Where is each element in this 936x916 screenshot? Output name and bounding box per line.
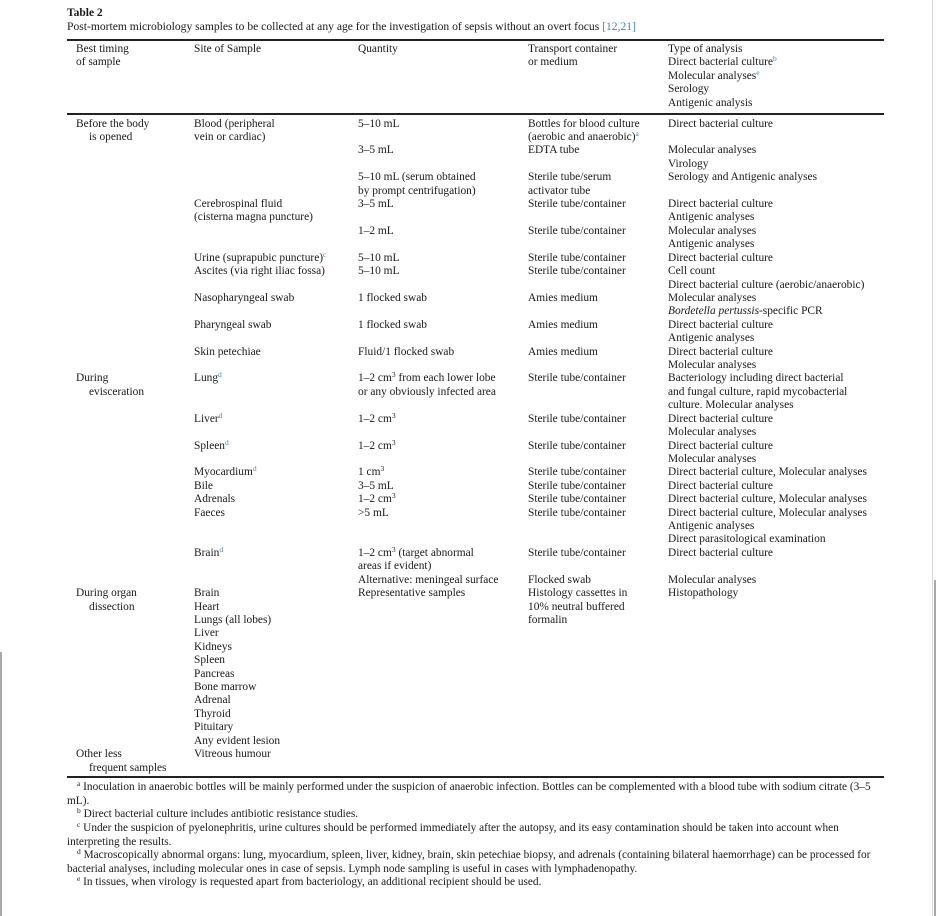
analysis-cell xyxy=(668,493,867,506)
quantity-line: >5 mL xyxy=(358,506,389,519)
transport-line: Sterile tube/container xyxy=(528,439,626,452)
quantity-cell xyxy=(358,493,396,506)
caption-citation-link[interactable]: [12,21] xyxy=(602,20,636,33)
site-line: Adrenals xyxy=(194,493,236,506)
analysis-line: Direct bacterial culture, Molecular analyses xyxy=(668,493,867,506)
site-line: Brain xyxy=(194,587,220,600)
analysis-cell xyxy=(668,252,773,265)
transport-cell xyxy=(528,507,626,520)
quantity-cell xyxy=(358,410,396,426)
header-timing xyxy=(76,43,129,70)
quantity-cell xyxy=(358,252,399,265)
quantity-line: by prompt centrifugation) xyxy=(358,184,476,197)
analysis-cell xyxy=(668,507,867,547)
quantity-cell xyxy=(358,372,496,399)
table-top-rule xyxy=(67,39,884,41)
footnote-text: Inoculation in anaerobic bottles will be mainly performed under the suspicion of anaerobic infection. Bottles can be complemented with a blood tube with sodium citrate (3–5 mL). xyxy=(67,781,871,807)
analysis-cell xyxy=(668,466,867,479)
quantity-line: 1 flocked swab xyxy=(358,318,427,331)
site-cell xyxy=(194,544,224,560)
analysis-line: Molecular analyses xyxy=(668,291,757,304)
cubic-superscript: 3 xyxy=(391,410,396,420)
header-analysis-line: Molecular analyses$^e$ xyxy=(668,67,760,82)
transport-cell xyxy=(528,265,626,278)
quantity-line: or any obviously infected area xyxy=(358,385,496,398)
transport-cell xyxy=(528,319,598,332)
analysis-line: Direct bacterial culture (aerobic/anaerobic) xyxy=(668,278,865,291)
quantity-line: Fluid/1 flocked swab xyxy=(358,345,455,358)
cubic-superscript: 3 xyxy=(391,437,396,447)
analysis-line: Virology xyxy=(668,157,709,170)
transport-line: activator tube xyxy=(528,184,591,197)
footnote-ref-d[interactable]: d xyxy=(225,437,229,447)
site-line: Brain$^d$ xyxy=(194,544,224,559)
footnote-mark: e xyxy=(77,874,81,883)
quantity-cell xyxy=(358,265,399,278)
site-cell xyxy=(194,587,280,748)
quantity-line: 1–2 $cm^3$ xyxy=(358,491,396,506)
site-cell xyxy=(194,292,294,305)
site-line: Pituitary xyxy=(194,721,234,734)
quantity-line: areas if evident) xyxy=(358,560,432,573)
transport-line: Bottles for blood culture xyxy=(528,117,640,130)
site-line: Spleen$^d$ xyxy=(194,437,229,452)
analysis-line: Antigenic analyses xyxy=(668,211,755,224)
analysis-line: Direct bacterial culture, Molecular analyses xyxy=(668,506,867,519)
analysis-line: Bacteriology including direct bacterial xyxy=(668,372,844,385)
transport-cell xyxy=(528,547,626,560)
transport-line: Sterile tube/container xyxy=(528,412,626,425)
quantity-cell xyxy=(358,198,394,211)
transport-line: Sterile tube/container xyxy=(528,479,626,492)
analysis-cell xyxy=(668,171,817,184)
quantity-line: 3–5 mL xyxy=(358,198,394,211)
footnote-b xyxy=(67,808,885,822)
transport-line: Flocked swab xyxy=(528,573,591,586)
cubic-superscript: 3 xyxy=(391,544,396,554)
header-quantity: Quantity xyxy=(358,43,398,55)
footnote-text: Under the suspicion of pyelonephritis, urine cultures should be performed immediately after the autopsy, and its easy contamination should be taken into account when interpreting the results. xyxy=(67,822,839,848)
analysis-cell xyxy=(668,587,738,600)
cubic-superscript: 3 xyxy=(380,464,385,474)
site-line: Bone marrow xyxy=(194,681,257,694)
quantity-line: 5–10 mL xyxy=(358,251,400,264)
site-line: Ascites (via right iliac fossa) xyxy=(194,265,325,278)
site-line: Lung$^d$ xyxy=(194,370,222,385)
site-cell xyxy=(194,265,325,278)
footnote-e xyxy=(67,876,885,890)
footnote-c xyxy=(67,822,885,849)
analysis-line: Direct bacterial culture xyxy=(668,412,773,425)
transport-line: (aerobic and anaerobic)$^a$ xyxy=(528,128,639,143)
quantity-line: 3–5 mL xyxy=(358,144,394,157)
transport-line: Sterile tube/serum xyxy=(528,171,612,184)
header-transport-line: Transport container xyxy=(528,43,618,55)
table-caption xyxy=(67,20,636,33)
analysis-line: Antigenic analyses xyxy=(668,520,755,533)
site-cell xyxy=(194,437,229,453)
transport-cell xyxy=(528,493,626,506)
timing-group xyxy=(76,748,167,775)
page-edge-left xyxy=(0,652,2,916)
analysis-cell xyxy=(668,413,773,440)
transport-line: Sterile tube/container xyxy=(528,546,626,559)
site-cell xyxy=(194,118,275,145)
analysis-line: Histopathology xyxy=(668,587,739,600)
site-line: Thyroid xyxy=(194,707,231,720)
site-line: Bile xyxy=(194,479,213,492)
transport-line: Amies medium xyxy=(528,345,598,358)
timing-group-line: frequent samples xyxy=(89,761,167,774)
analysis-line: Serology and Antigenic analyses xyxy=(668,171,817,184)
quantity-line: 5–10 mL xyxy=(358,117,400,130)
header-transport-line: or medium xyxy=(528,56,578,69)
analysis-line: Antigenic analyses xyxy=(668,238,755,251)
analysis-cell xyxy=(668,225,756,252)
site-line: Adrenal xyxy=(194,694,231,707)
timing-group xyxy=(76,587,137,614)
transport-cell xyxy=(528,171,611,198)
header-transport xyxy=(528,43,617,70)
site-line: Heart xyxy=(194,600,220,613)
header-analysis-line: Type of analysis xyxy=(668,43,743,55)
transport-line: formalin xyxy=(528,614,568,626)
footnote-ref-b[interactable]: b xyxy=(773,54,777,64)
quantity-line: 5–10 mL xyxy=(358,265,400,278)
caption-text: Post-mortem microbiology samples to be collected at any age for the investigation of sepsis without an overt focus xyxy=(67,20,600,33)
site-cell xyxy=(194,410,223,426)
analysis-cell xyxy=(668,292,823,319)
quantity-cell xyxy=(358,144,394,157)
footnote-mark: d xyxy=(77,847,81,856)
analysis-cell xyxy=(668,265,864,292)
quantity-cell xyxy=(358,544,499,587)
transport-cell xyxy=(528,252,626,265)
timing-group xyxy=(76,118,149,145)
site-line: (cisterna magna puncture) xyxy=(194,211,313,224)
timing-group-line: During organ xyxy=(76,587,137,600)
header-analysis xyxy=(668,43,777,110)
quantity-line: 1–2 $cm^3$ xyxy=(358,437,396,452)
analysis-cell xyxy=(668,144,756,171)
quantity-cell xyxy=(358,466,384,479)
transport-cell xyxy=(528,346,598,359)
analysis-line: and fungal culture, rapid mycobacterial xyxy=(668,385,848,398)
footnote-d xyxy=(67,849,885,876)
footnote-a xyxy=(67,781,885,808)
transport-cell xyxy=(528,118,640,145)
timing-group-line: Other less xyxy=(76,748,122,761)
analysis-cell xyxy=(668,118,773,131)
site-line: Myocardium$^d$ xyxy=(194,464,257,479)
footnote-ref-a[interactable]: a xyxy=(635,128,639,138)
analysis-line: Direct bacterial culture xyxy=(668,198,773,211)
quantity-line: 1 $cm^3$ xyxy=(358,464,385,479)
site-line: Spleen xyxy=(194,654,226,667)
footnote-ref-d[interactable]: d xyxy=(218,370,222,380)
footnote-ref-d[interactable]: d xyxy=(218,410,223,420)
header-analysis-line: Antigenic analysis xyxy=(668,96,753,109)
quantity-cell xyxy=(358,319,427,332)
transport-line: Amies medium xyxy=(528,291,598,304)
site-line: Cerebrospinal fluid xyxy=(194,198,283,211)
timing-group xyxy=(76,372,144,399)
quantity-line: 1–2 $cm^3$ from each lower lobe xyxy=(358,370,496,385)
transport-line: Sterile tube/container xyxy=(528,198,626,211)
analysis-cell xyxy=(668,574,756,587)
header-analysis-line: Direct bacterial culture$^b$ xyxy=(668,54,777,69)
analysis-cell xyxy=(668,346,773,373)
transport-cell xyxy=(528,440,626,453)
analysis-line: Antigenic analyses xyxy=(668,332,755,345)
analysis-line: Bordetella pertussis-specific PCR xyxy=(668,305,823,318)
quantity-line: 1–2 $cm^3$ (target abnormal xyxy=(358,544,474,559)
quantity-cell xyxy=(358,118,399,131)
site-cell xyxy=(194,249,327,265)
transport-line: Sterile tube/container xyxy=(528,506,626,519)
site-cell xyxy=(194,319,272,332)
quantity-line: 1–2 $cm^3$ xyxy=(358,410,396,425)
header-timing-line: Best timing xyxy=(76,43,129,55)
analysis-line: Molecular analyses xyxy=(668,452,757,465)
footnote-mark: b xyxy=(77,806,81,815)
transport-line: Sterile tube/container xyxy=(528,251,626,264)
site-cell xyxy=(194,372,222,385)
site-line: Pancreas xyxy=(194,667,235,680)
transport-cell xyxy=(528,574,591,587)
site-cell xyxy=(194,493,235,506)
quantity-cell xyxy=(358,292,427,305)
site-line: Kidneys xyxy=(194,640,232,653)
footnote-ref-e[interactable]: e xyxy=(756,67,760,77)
quantity-line: Alternative: meningeal surface xyxy=(358,573,499,586)
header-site: Site of Sample xyxy=(194,43,262,55)
transport-line: EDTA tube xyxy=(528,144,580,157)
quantity-cell xyxy=(358,346,454,359)
quantity-line: 1 flocked swab xyxy=(358,291,427,304)
transport-line: Sterile tube/container xyxy=(528,466,626,479)
site-line: Liver xyxy=(194,627,219,640)
analysis-line: Direct bacterial culture xyxy=(668,439,773,452)
analysis-line: Direct bacterial culture xyxy=(668,318,773,331)
transport-cell xyxy=(528,480,626,493)
site-cell xyxy=(194,346,261,359)
footnote-mark: c xyxy=(77,820,81,829)
footnote-text: Direct bacterial culture includes antibiotic resistance studies. xyxy=(80,808,359,820)
timing-group-line: dissection xyxy=(89,600,135,613)
transport-line: Sterile tube/container xyxy=(528,265,626,278)
table-label: Table 2 xyxy=(67,7,103,19)
analysis-line: Molecular analyses xyxy=(668,144,757,157)
timing-group-line: Before the body xyxy=(76,117,150,130)
site-line: Urine (suprapubic puncture)$^c$ xyxy=(194,249,327,264)
site-line: Lungs (all lobes) xyxy=(194,614,272,626)
transport-cell xyxy=(528,198,626,211)
quantity-cell xyxy=(358,507,389,520)
page-edge-right xyxy=(932,0,933,916)
site-cell xyxy=(194,466,257,479)
quantity-line: Representative samples xyxy=(358,587,466,600)
analysis-line: culture. Molecular analyses xyxy=(668,399,794,412)
site-cell xyxy=(194,748,271,761)
site-line: Any evident lesion xyxy=(194,734,281,747)
header-analysis-line: Serology xyxy=(668,83,710,96)
site-line: Blood (peripheral xyxy=(194,117,275,130)
organism-name: Bordetella pertussis xyxy=(668,305,760,318)
cubic-superscript: 3 xyxy=(391,370,396,380)
analysis-line: Direct parasitological examination xyxy=(668,533,826,546)
quantity-cell xyxy=(358,225,394,238)
quantity-cell xyxy=(358,437,396,453)
site-line: Skin petechiae xyxy=(194,345,261,358)
timing-group-line: evisceration xyxy=(89,385,145,398)
site-line: Nasopharyngeal swab xyxy=(194,291,295,304)
analysis-cell xyxy=(668,440,773,467)
analysis-cell xyxy=(668,372,847,412)
analysis-cell xyxy=(668,480,773,493)
transport-cell xyxy=(528,413,626,426)
footnote-text: Macroscopically abnormal organs: lung, myocardium, spleen, liver, kidney, brain, skin petechiae biopsy, and adrenals (containing bilateral haemorrhage) can be processed for bacterial analyses, including molecular ones in case of sepsis. Lymph node sampling is useful in cases with lymphadenopathy. xyxy=(67,849,871,875)
transport-cell xyxy=(528,587,627,627)
table-bottom-rule xyxy=(67,776,884,778)
analysis-cell xyxy=(668,547,773,560)
quantity-line: 1–2 mL xyxy=(358,224,394,237)
transport-line: 10% neutral buffered xyxy=(528,600,625,613)
analysis-cell xyxy=(668,198,773,225)
site-cell xyxy=(194,507,225,520)
analysis-line: Direct bacterial culture xyxy=(668,251,773,264)
site-cell xyxy=(194,480,213,493)
transport-line: Sterile tube/container xyxy=(528,493,626,506)
transport-cell xyxy=(528,225,626,238)
analysis-line: Molecular analyses xyxy=(668,224,757,237)
transport-line: Amies medium xyxy=(528,318,598,331)
quantity-cell xyxy=(358,480,394,493)
footnote-text: In tissues, when virology is requested apart from bacteriology, an additional recipient should be used. xyxy=(80,876,542,888)
footnote-mark: a xyxy=(77,779,81,788)
transport-cell xyxy=(528,372,626,385)
timing-group-line: During xyxy=(76,372,109,385)
analysis-line: Direct bacterial culture xyxy=(668,546,773,559)
analysis-cell xyxy=(668,319,773,346)
quantity-line: 5–10 mL (serum obtained xyxy=(358,171,476,184)
site-line: Liver$^d$ xyxy=(194,410,223,425)
quantity-line: 3–5 mL xyxy=(358,479,394,492)
footnote-ref-d[interactable]: d xyxy=(252,464,257,474)
site-cell xyxy=(194,198,313,225)
transport-cell xyxy=(528,466,626,479)
analysis-line: Direct bacterial culture xyxy=(668,117,773,130)
site-line: Faeces xyxy=(194,506,225,519)
site-line: Pharyngeal swab xyxy=(194,318,272,331)
analysis-line: Cell count xyxy=(668,265,716,278)
cubic-superscript: 3 xyxy=(391,491,396,501)
analysis-line: Direct bacterial culture xyxy=(668,479,773,492)
analysis-line: Direct bacterial culture, Molecular analyses xyxy=(668,466,867,479)
transport-line: Sterile tube/container xyxy=(528,224,626,237)
table-header-rule xyxy=(67,113,884,115)
quantity-cell xyxy=(358,171,476,198)
site-line: Vitreous humour xyxy=(194,748,271,761)
header-timing-line: of sample xyxy=(76,56,121,69)
transport-line: Sterile tube/container xyxy=(528,372,626,385)
footnote-ref-c[interactable]: c xyxy=(323,249,327,259)
footnote-ref-d[interactable]: d xyxy=(219,544,224,554)
transport-cell xyxy=(528,292,598,305)
site-line: vein or cardiac) xyxy=(194,130,266,143)
transport-line: Histology cassettes in xyxy=(528,587,628,600)
timing-group-line: is opened xyxy=(89,130,133,143)
analysis-line: Molecular analyses xyxy=(668,426,757,439)
analysis-line: Direct bacterial culture xyxy=(668,345,773,358)
analysis-line: Molecular analyses xyxy=(668,359,757,372)
transport-cell xyxy=(528,144,579,157)
quantity-cell xyxy=(358,587,465,600)
analysis-line: Molecular analyses xyxy=(668,573,757,586)
